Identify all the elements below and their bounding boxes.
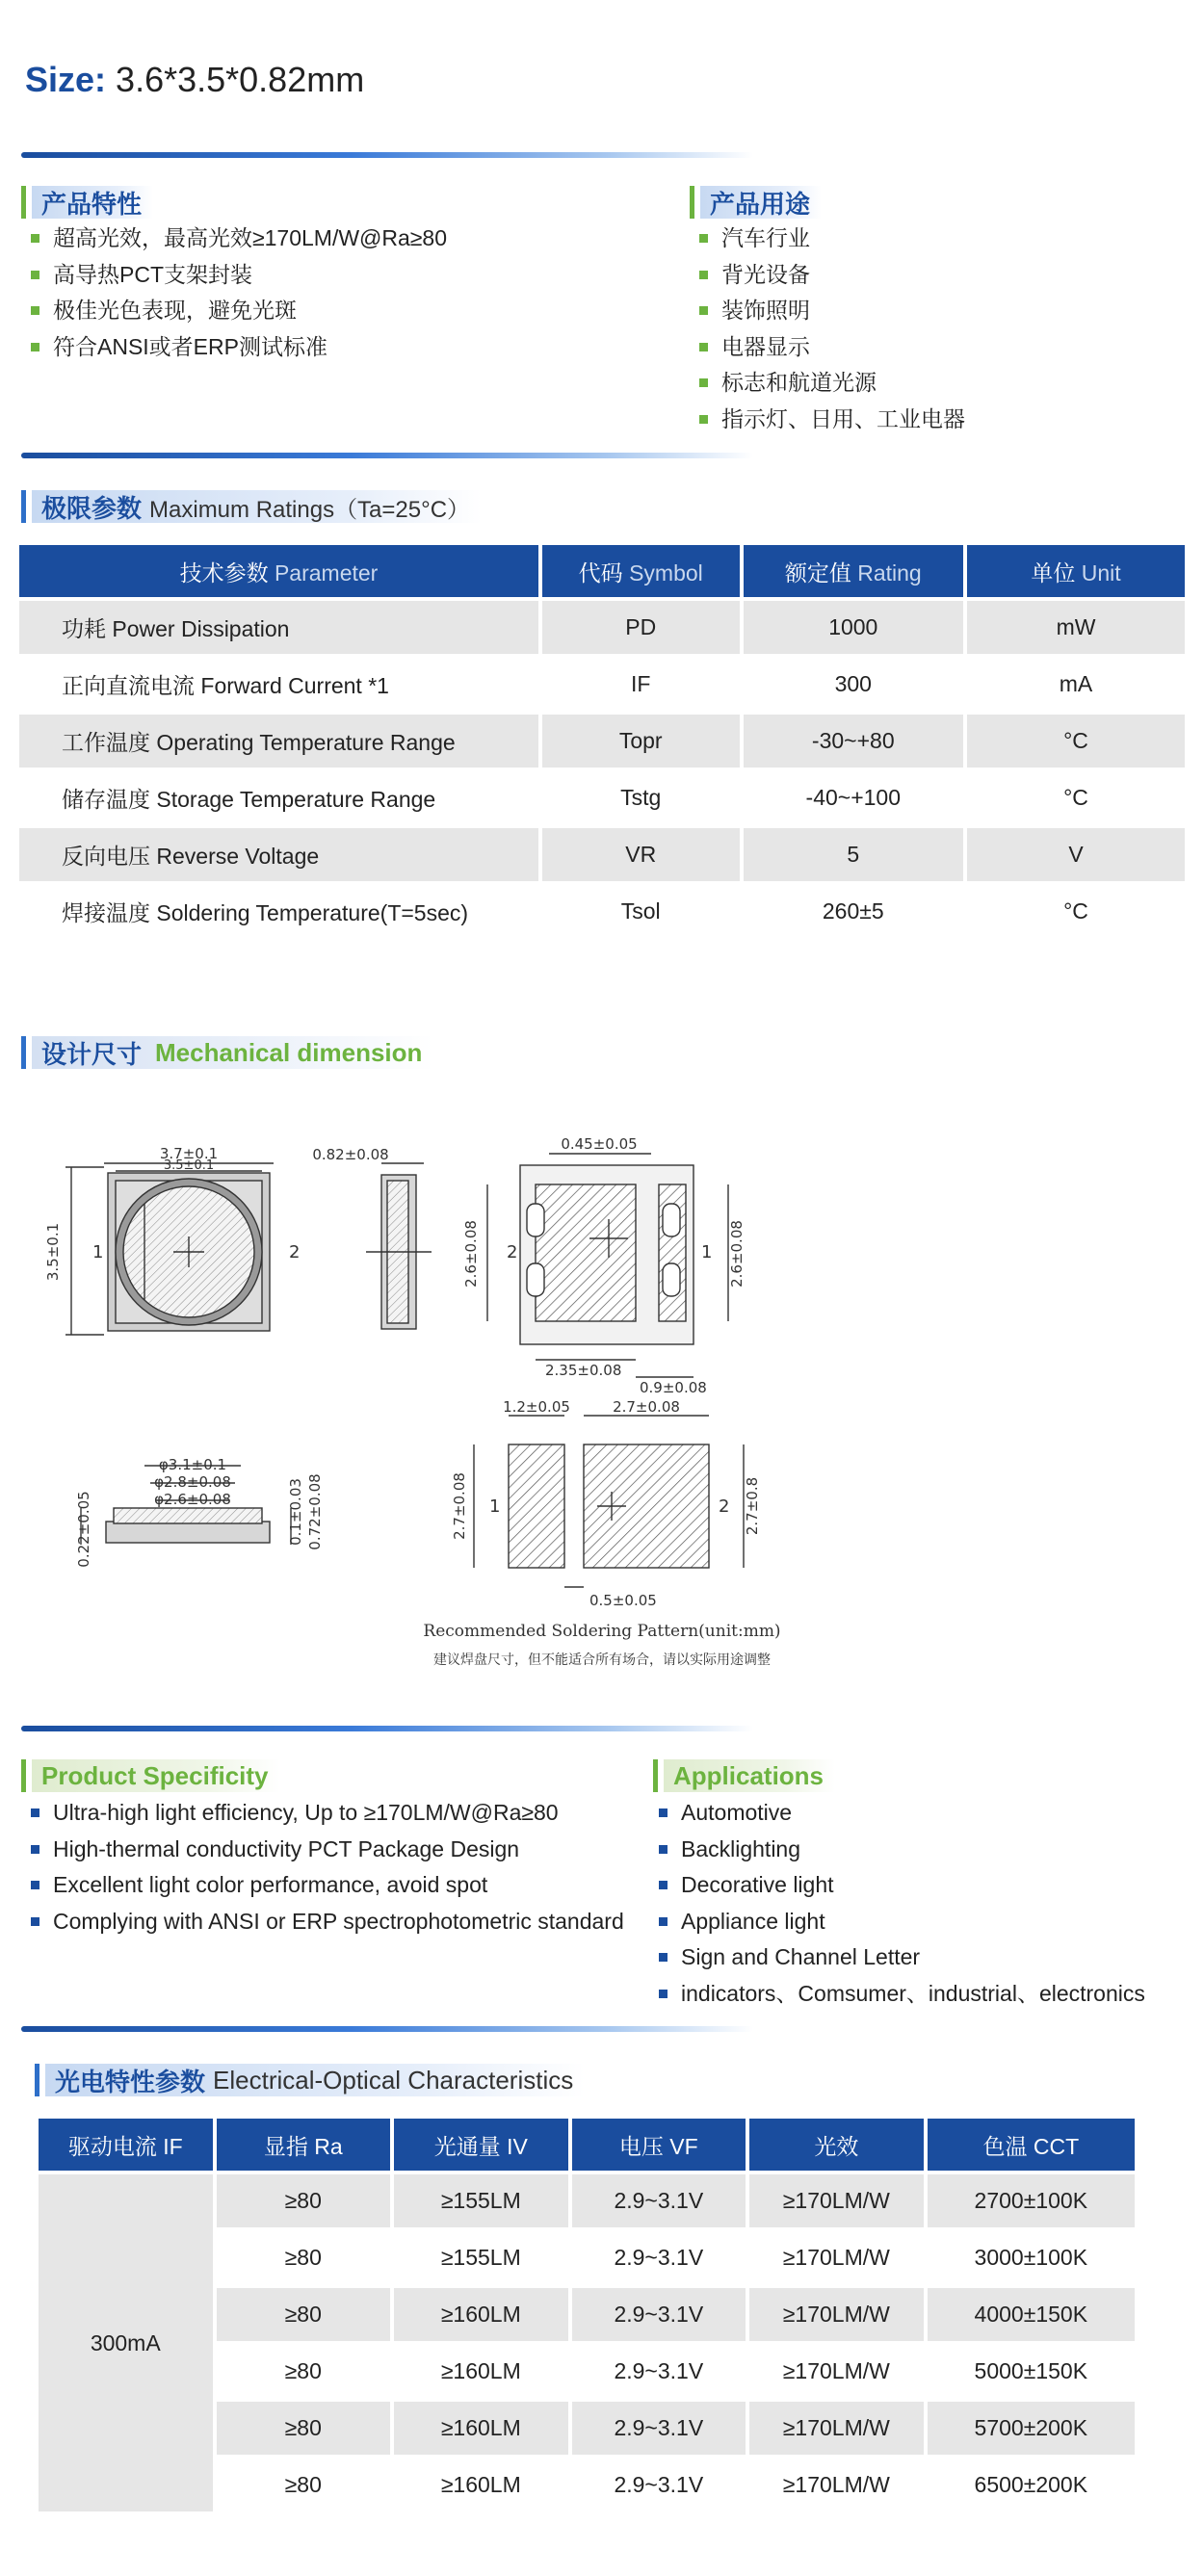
application-item-text: Decorative light (681, 1872, 834, 1897)
eff-cell: ≥170LM/W (749, 2402, 924, 2455)
use-item (699, 221, 965, 257)
eo-col-header: 电压 VF (572, 2119, 746, 2171)
symbol-cell: Topr (542, 715, 740, 768)
application-item-text: indicators、Comsumer、industrial、electronics (681, 1980, 1145, 2006)
cct-cell: 3000±100K (928, 2231, 1135, 2284)
use-item-text: 汽车行业 (721, 225, 810, 250)
divider (21, 152, 753, 158)
dim-bottom-gap: 0.9±0.08 (640, 1379, 707, 1396)
ra-cell: ≥80 (217, 2174, 391, 2227)
specificity-item (31, 1832, 624, 1868)
ratings-header-row (19, 545, 1185, 597)
feature-item (31, 221, 447, 257)
rating-cell: 260±5 (744, 885, 964, 938)
unit-cell: °C (967, 715, 1185, 768)
uses-title: 产品用途 (710, 189, 811, 219)
rating-cell: -40~+100 (744, 771, 964, 824)
size-label: Size: (25, 60, 107, 99)
feature-item-text: 符合ANSI或者ERP测试标准 (53, 333, 327, 359)
ratings-table (15, 541, 1189, 942)
bullet-icon (31, 1881, 39, 1889)
feature-item-text: 高导热PCT支架封装 (53, 261, 252, 287)
bullet-icon (31, 306, 39, 315)
specificity-item-text: Complying with ANSI or ERP spectrophotometric standard (53, 1908, 624, 1934)
specificity-item-text: Excellent light color performance, avoid spot (53, 1872, 488, 1897)
dim-sol-h1: 2.7±0.08 (451, 1472, 468, 1540)
iv-cell: ≥160LM (394, 2288, 568, 2341)
bullet-icon (699, 271, 708, 279)
bullet-icon (659, 1845, 667, 1854)
parameter-en: Soldering Temperature(T=5sec) (156, 900, 469, 925)
mechanical-title-cn: 设计尺寸 (41, 1039, 143, 1069)
mark-1-top: 1 (92, 1242, 104, 1262)
eo-col-header: 光效 (749, 2119, 924, 2171)
symbol-cell: Tstg (542, 771, 740, 824)
rating-cell: 1000 (744, 601, 964, 654)
bullet-icon (31, 234, 39, 243)
feature-item-text: 超高光效，最高光效≥170LM/W@Ra≥80 (53, 225, 448, 250)
rating-cell: -30~+80 (744, 715, 964, 768)
ra-cell: ≥80 (217, 2402, 391, 2455)
application-item (659, 1832, 1145, 1868)
bullet-icon (31, 1845, 39, 1854)
vf-cell: 2.9~3.1V (572, 2231, 746, 2284)
use-item-text: 电器显示 (721, 333, 810, 359)
iv-cell: ≥160LM (394, 2345, 568, 2398)
parameter-cell (19, 658, 538, 711)
eo-title-cn: 光电特性参数 (55, 2067, 206, 2096)
specificity-item (31, 1904, 624, 1940)
specificity-item (31, 1795, 624, 1832)
eo-col-header: 光通量 IV (394, 2119, 568, 2171)
eff-cell: ≥170LM/W (749, 2174, 924, 2227)
size-value: 3.6*3.5*0.82mm (116, 60, 365, 99)
parameter-cell (19, 885, 538, 938)
table-row (19, 715, 1185, 768)
unit-cell: V (967, 828, 1185, 881)
eo-header-row (39, 2119, 1135, 2171)
eff-cell: ≥170LM/W (749, 2459, 924, 2511)
bullet-icon (31, 343, 39, 351)
eff-cell: ≥170LM/W (749, 2231, 924, 2284)
application-item-text: Automotive (681, 1800, 793, 1825)
bullet-icon (699, 306, 708, 315)
use-item-text: 装饰照明 (721, 298, 810, 323)
cct-cell: 4000±150K (928, 2288, 1135, 2341)
dim-bottom-height: 2.6±0.08 (462, 1220, 480, 1288)
table-row (39, 2174, 1135, 2227)
bullet-icon (699, 378, 708, 387)
dim-bottom-height2: 2.6±0.08 (728, 1220, 746, 1288)
iv-cell: ≥155LM (394, 2174, 568, 2227)
ratings-title-en: Maximum Ratings（Ta=25°C） (149, 496, 471, 523)
use-item (699, 402, 965, 438)
solder-caption: Recommended Soldering Pattern(unit:mm) (423, 1622, 781, 1641)
parameter-cn: 工作温度 (62, 730, 150, 755)
parameter-cell (19, 771, 538, 824)
parameter-cn: 储存温度 (62, 787, 150, 812)
bullet-icon (659, 1953, 667, 1962)
parameter-en: Reverse Voltage (156, 844, 320, 869)
application-item (659, 1795, 1145, 1832)
eff-cell: ≥170LM/W (749, 2288, 924, 2341)
divider (21, 1726, 753, 1731)
vf-cell: 2.9~3.1V (572, 2402, 746, 2455)
specificity-header (21, 1758, 280, 1793)
dim-sol-gap: 0.5±0.05 (589, 1592, 657, 1609)
specificity-item-text: Ultra-high light efficiency, Up to ≥170LM/W@Ra≥80 (53, 1800, 559, 1825)
unit-cell: mW (967, 601, 1185, 654)
application-item-text: Sign and Channel Letter (681, 1944, 921, 1969)
features-title: 产品特性 (41, 189, 143, 219)
use-item-text: 背光设备 (721, 261, 810, 287)
use-item-text: 标志和航道光源 (721, 370, 877, 395)
eff-cell: ≥170LM/W (749, 2345, 924, 2398)
parameter-cn: 焊接温度 (62, 900, 150, 925)
specificity-title: Product Specificity (41, 1760, 269, 1790)
bullet-icon (31, 271, 39, 279)
symbol-cell: Tsol (542, 885, 740, 938)
bullet-icon (659, 1808, 667, 1817)
mark-2-solder: 2 (719, 1496, 730, 1517)
symbol-cell: VR (542, 828, 740, 881)
parameter-en: Forward Current *1 (200, 673, 389, 698)
symbol-cell: IF (542, 658, 740, 711)
mark-2-top: 2 (289, 1242, 301, 1262)
solder-caption-cn: 建议焊盘尺寸，但不能适合所有场合，请以实际用途调整 (433, 1652, 771, 1668)
mark-1-solder: 1 (489, 1496, 501, 1517)
vf-cell: 2.9~3.1V (572, 2174, 746, 2227)
unit-cell: mA (967, 658, 1185, 711)
use-item (699, 329, 965, 366)
symbol-cell: PD (542, 601, 740, 654)
dim-sol-w2: 2.7±0.08 (613, 1398, 680, 1416)
cct-cell: 6500±200K (928, 2459, 1135, 2511)
application-item (659, 1976, 1145, 2013)
iv-cell: ≥160LM (394, 2402, 568, 2455)
application-item (659, 1904, 1145, 1940)
mechanical-drawing-svg (0, 1059, 1204, 1685)
divider (21, 2026, 753, 2032)
use-item (699, 257, 965, 294)
application-item-text: Backlighting (681, 1835, 801, 1861)
dim-sol-w1: 1.2±0.05 (503, 1398, 570, 1416)
dim-side-d1: φ3.1±0.1 (158, 1456, 227, 1473)
dim-side-h1: 0.22±0.05 (75, 1491, 92, 1568)
cct-cell: 5000±150K (928, 2345, 1135, 2398)
vf-cell: 2.9~3.1V (572, 2345, 746, 2398)
dim-top-side: 3.5±0.1 (44, 1222, 62, 1282)
cct-cell: 2700±100K (928, 2174, 1135, 2227)
parameter-en: Power Dissipation (112, 616, 290, 641)
bullet-icon (699, 234, 708, 243)
solder-pad-small (509, 1444, 564, 1568)
parameter-cell (19, 828, 538, 881)
bullet-icon (699, 343, 708, 351)
ra-cell: ≥80 (217, 2288, 391, 2341)
table-row (19, 828, 1185, 881)
dim-sol-h2: 2.7±0.8 (744, 1476, 761, 1536)
dim-side-d2: φ2.8±0.08 (154, 1473, 231, 1491)
ratings-title-cn: 极限参数 (41, 493, 143, 523)
iv-cell: ≥155LM (394, 2231, 568, 2284)
application-item-text: Appliance light (681, 1908, 825, 1934)
ra-cell: ≥80 (217, 2231, 391, 2284)
eo-header (35, 2063, 585, 2097)
dim-bottom-pad: 0.45±0.05 (561, 1135, 638, 1153)
eo-col-header: 驱动电流 IF (39, 2119, 213, 2171)
use-item (699, 293, 965, 329)
ratings-col-parameter: 技术参数 Parameter (19, 545, 538, 597)
feature-item (31, 257, 447, 294)
ratings-col-symbol: 代码 Symbol (542, 545, 740, 597)
parameter-en: Storage Temperature Range (156, 787, 436, 812)
mark-2-bottom: 2 (507, 1242, 518, 1262)
side-profile (106, 1522, 270, 1543)
applications-title: Applications (673, 1760, 824, 1790)
size-title (25, 60, 364, 100)
bullet-icon (31, 1917, 39, 1926)
uses-list (699, 221, 965, 437)
cct-cell: 5700±200K (928, 2402, 1135, 2455)
vf-cell: 2.9~3.1V (572, 2459, 746, 2511)
ra-cell: ≥80 (217, 2459, 391, 2511)
bullet-icon (659, 1990, 667, 1998)
parameter-cell (19, 715, 538, 768)
ratings-col-rating: 额定值 Rating (744, 545, 964, 597)
feature-item (31, 293, 447, 329)
feature-item (31, 329, 447, 366)
eo-col-header: 色温 CCT (928, 2119, 1135, 2171)
specificity-item (31, 1867, 624, 1904)
current-cell: 300mA (39, 2174, 213, 2511)
parameter-cn: 功耗 (62, 616, 106, 641)
table-row (19, 771, 1185, 824)
rating-cell: 300 (744, 658, 964, 711)
dim-thickness: 0.82±0.08 (312, 1146, 389, 1163)
dim-side-h3: 0.72±0.08 (306, 1473, 324, 1550)
specificity-list (31, 1795, 624, 1939)
parameter-cn: 正向直流电流 (62, 673, 195, 698)
ratings-col-unit: 单位 Unit (967, 545, 1185, 597)
dim-top-outer: 3.7±0.1 (159, 1145, 219, 1162)
parameter-cell (19, 601, 538, 654)
dim-side-h2: 0.1±0.03 (287, 1478, 304, 1546)
parameter-en: Operating Temperature Range (156, 730, 456, 755)
use-item (699, 365, 965, 402)
unit-cell: °C (967, 771, 1185, 824)
application-item (659, 1939, 1145, 1976)
eo-title-en: Electrical-Optical Characteristics (213, 2065, 574, 2095)
feature-item-text: 极佳光色表现，避免光斑 (53, 298, 297, 323)
vf-cell: 2.9~3.1V (572, 2288, 746, 2341)
application-item (659, 1867, 1145, 1904)
uses-header (690, 185, 822, 220)
table-row (19, 885, 1185, 938)
use-item-text: 指示灯、日用、工业电器 (721, 405, 965, 431)
table-row (19, 601, 1185, 654)
dim-side-d3: φ2.6±0.08 (154, 1491, 231, 1508)
mechanical-title-en: Mechanical dimension (155, 1037, 423, 1067)
dim-top-inner: 3.5±0.1 (163, 1158, 215, 1173)
dim-bottom-w: 2.35±0.08 (545, 1362, 622, 1379)
features-list (31, 221, 447, 365)
mechanical-drawing (0, 1059, 1204, 1685)
features-header (21, 185, 153, 220)
ra-cell: ≥80 (217, 2345, 391, 2398)
eo-col-header: 显指 Ra (217, 2119, 391, 2171)
iv-cell: ≥160LM (394, 2459, 568, 2511)
bullet-icon (31, 1808, 39, 1817)
applications-list (659, 1795, 1145, 2012)
bullet-icon (659, 1917, 667, 1926)
unit-cell: °C (967, 885, 1185, 938)
parameter-cn: 反向电压 (62, 844, 150, 869)
ratings-header (21, 489, 482, 524)
divider (21, 453, 753, 458)
eo-table (35, 2115, 1139, 2515)
mark-1-bottom: 1 (701, 1242, 713, 1262)
bullet-icon (659, 1881, 667, 1889)
bullet-icon (699, 415, 708, 424)
table-row (19, 658, 1185, 711)
rating-cell: 5 (744, 828, 964, 881)
specificity-item-text: High-thermal conductivity PCT Package Design (53, 1835, 520, 1861)
applications-header (653, 1758, 835, 1793)
